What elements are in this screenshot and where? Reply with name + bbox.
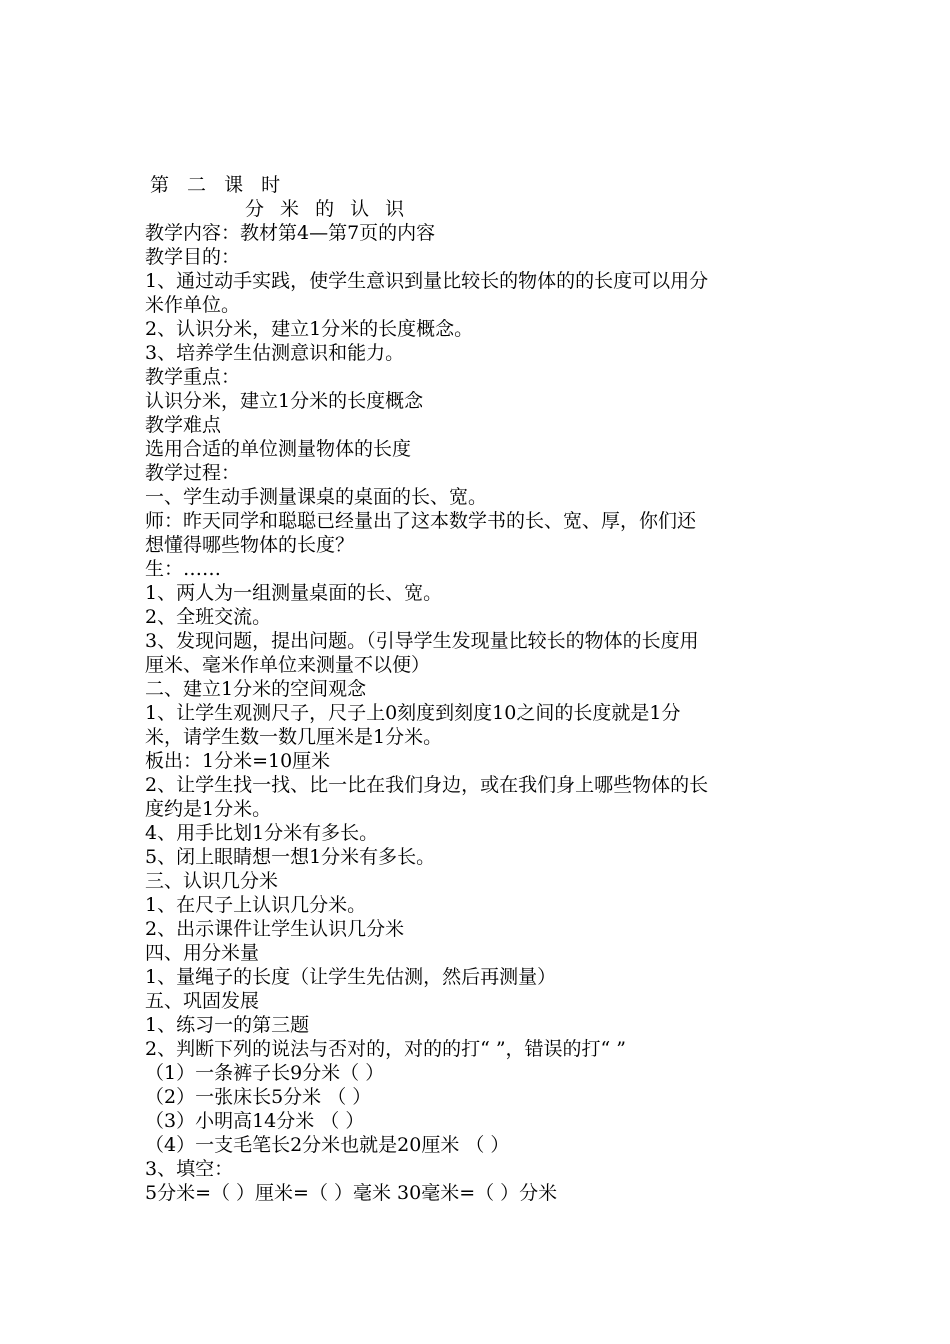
text-line: 教学重点：	[145, 366, 241, 388]
text-line: 5、闭上眼睛想一想1分米有多长。	[145, 846, 436, 868]
document-text	[145, 221, 815, 1205]
text-line: 4、用手比划1分米有多长。	[145, 822, 379, 844]
text-line: 度约是1分米。	[145, 798, 272, 820]
text-line: 选用合适的单位测量物体的长度	[145, 438, 412, 460]
lesson-title: 分 米 的 认 识	[245, 198, 410, 220]
text-line: 想懂得哪些物体的长度？	[145, 534, 355, 556]
text-line: 米作单位。	[145, 294, 241, 316]
text-line: 二、建立1分米的空间观念	[145, 678, 367, 700]
text-line: 五、巩固发展	[145, 990, 260, 1012]
text-line: 3、发现问题，提出问题。（引导学生发现量比较长的物体的长度用	[145, 630, 699, 652]
text-line: 3、培养学生估测意识和能力。	[145, 342, 405, 364]
text-line: 2、认识分米，建立1分米的长度概念。	[145, 318, 474, 340]
text-line: 板出：1分米=10厘米	[145, 750, 331, 772]
lesson-number: 第 二 课 时	[150, 174, 287, 196]
text-line: 认识分米，建立1分米的长度概念	[145, 390, 424, 412]
document-body	[145, 173, 815, 1205]
text-line: 3、填空：	[145, 1158, 234, 1180]
text-line: 教学内容：教材第4—第7页的内容	[145, 222, 436, 244]
text-line: 教学难点	[145, 414, 222, 436]
text-line: 1、练习一的第三题	[145, 1014, 310, 1036]
text-line: （4）一支毛笔长2分米也就是20厘米 （ ）	[145, 1134, 510, 1156]
text-line: 1、量绳子的长度（让学生先估测，然后再测量）	[145, 966, 557, 988]
text-line: 1、通过动手实践，使学生意识到量比较长的物体的的长度可以用分	[145, 270, 709, 292]
text-line: 2、判断下列的说法与否对的，对的的打“ ”，错误的打“ ”	[145, 1038, 627, 1060]
text-line: 1、让学生观测尺子，尺子上0刻度到刻度10之间的长度就是1分	[145, 702, 681, 724]
text-line: （2）一张床长5分米 （ ）	[145, 1086, 372, 1108]
text-line: 生：……	[145, 558, 222, 580]
text-line: 2、出示课件让学生认识几分米	[145, 918, 405, 940]
text-line: （3）小明高14分米 （ ）	[145, 1110, 365, 1132]
text-line: 三、认识几分米	[145, 870, 279, 892]
text-line: 教学过程：	[145, 462, 241, 484]
text-line: 5分米=（ ）厘米=（ ）毫米 30毫米=（ ）分米	[145, 1182, 558, 1204]
text-line: 师：昨天同学和聪聪已经量出了这本数学书的长、宽、厚，你们还	[145, 510, 697, 532]
text-line: 一、学生动手测量课桌的桌面的长、宽。	[145, 486, 488, 508]
text-line: 厘米、毫米作单位来测量不以便）	[145, 654, 431, 676]
text-line: （1）一条裤子长9分米（ ）	[145, 1062, 385, 1084]
text-line: 米，请学生数一数几厘米是1分米。	[145, 726, 443, 748]
text-line: 2、全班交流。	[145, 606, 272, 628]
text-line: 四、用分米量	[145, 942, 260, 964]
text-line: 教学目的：	[145, 246, 241, 268]
text-line: 2、让学生找一找、比一比在我们身边，或在我们身上哪些物体的长	[145, 774, 709, 796]
text-line: 1、在尺子上认识几分米。	[145, 894, 367, 916]
text-line: 1、两人为一组测量桌面的长、宽。	[145, 582, 443, 604]
